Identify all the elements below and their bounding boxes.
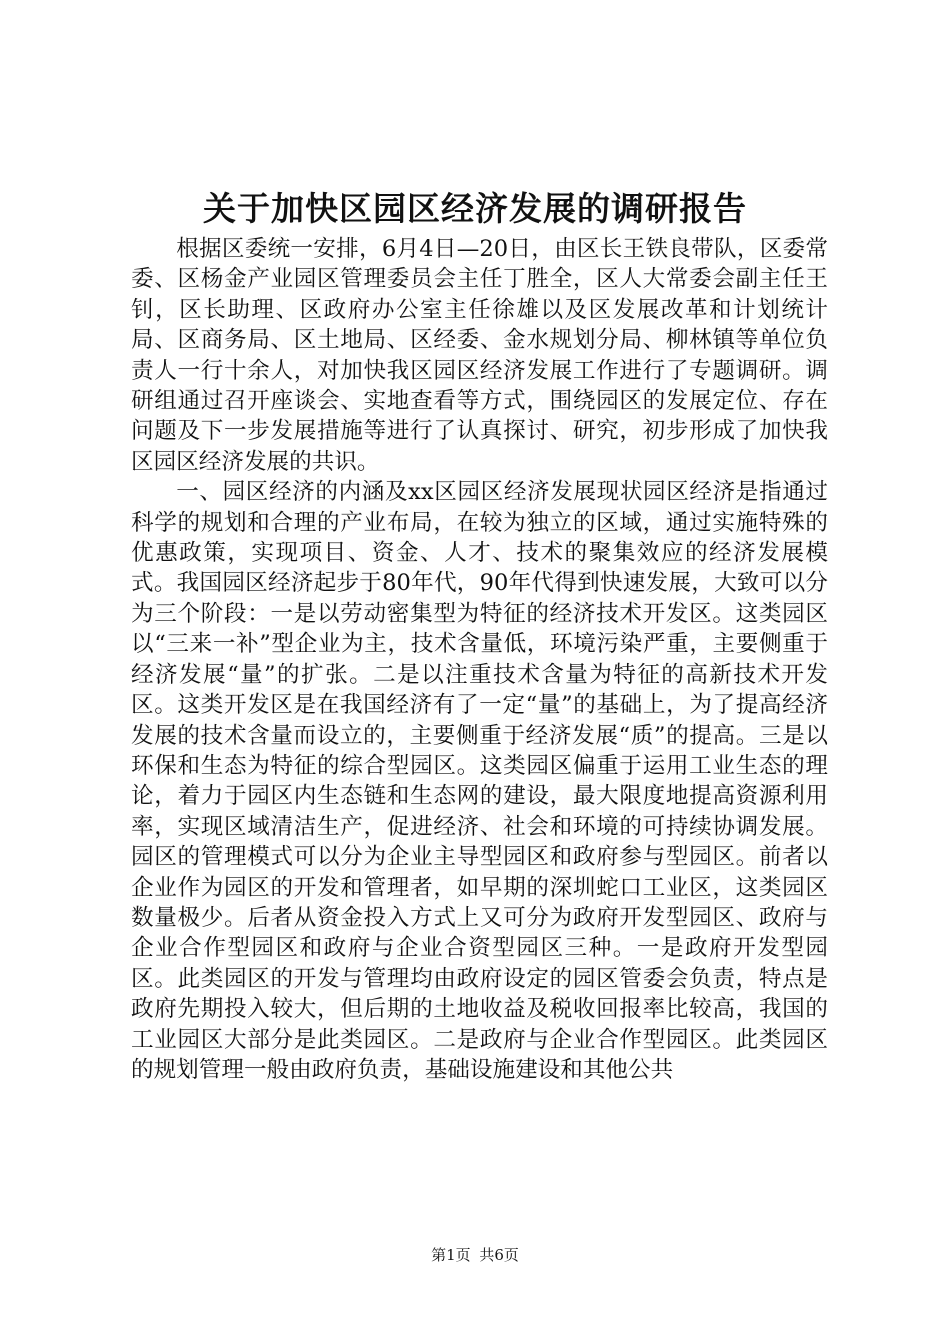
document-body	[131, 234, 828, 1085]
page-total: 共6页	[479, 1246, 519, 1264]
paragraph-intro: 根据区委统一安排，6月4日—20日，由区长王铁良带队，区委常委、区杨金产业园区管理委员会主任丁胜全，区人大常委会副主任王钊，区长助理、区政府办公室主任徐雄以及区发展改革和计划统计局、区商务局、区土地局、区经委、金水规划分局、柳林镇等单位负责人一行十余人，对加快我区园区经济发展工作进行了专题调研。调研组通过召开座谈会、实地查看等方式，围绕园区的发展定位、存在问题及下一步发展措施等进行了认真探讨、研究，初步形成了加快我区园区经济发展的共识。	[131, 236, 828, 475]
page-number: 第1页	[431, 1246, 471, 1264]
document-title: 关于加快区园区经济发展的调研报告	[203, 189, 747, 228]
page-footer	[0, 1244, 950, 1266]
paragraph-section-one: 一、园区经济的内涵及xx区园区经济发展现状园区经济是指通过科学的规划和合理的产业布局，在较为独立的区域，通过实施特殊的优惠政策，实现项目、资金、人才、技术的聚集效应的经济发展模式。我国园区经济起步于80年代，90年代得到快速发展，大致可以分为三个阶段：一是以劳动密集型为特征的经济技术开发区。这类园区以“三来一补”型企业为主，技术含量低，环境污染严重，主要侧重于经济发展“量”的扩张。二是以注重技术含量为特征的高新技术开发区。这类开发区是在我国经济有了一定“量”的基础上，为了提高经济发展的技术含量而设立的，主要侧重于经济发展“质”的提高。三是以环保和生态为特征的综合型园区。这类园区偏重于运用工业生态的理论，着力于园区内生态链和生态网的建设，最大限度地提高资源利用率，实现区域清洁生产，促进经济、社会和环境的可持续协调发展。园区的管理模式可以分为企业主导型园区和政府参与型园区。前者以企业作为园区的开发和管理者，如早期的深圳蛇口工业区，这类园区数量极少。后者从资金投入方式上又可分为政府开发型园区、政府与企业合作型园区和政府与企业合资型园区三种。一是政府开发型园区。此类园区的开发与管理均由政府设定的园区管委会负责，特点是政府先期投入较大，但后期的土地收益及税收回报率比较高，我国的工业园区大部分是此类园区。二是政府与企业合作型园区。此类园区的规划管理一般由政府负责，基础设施建设和其他公共	[131, 479, 828, 1083]
